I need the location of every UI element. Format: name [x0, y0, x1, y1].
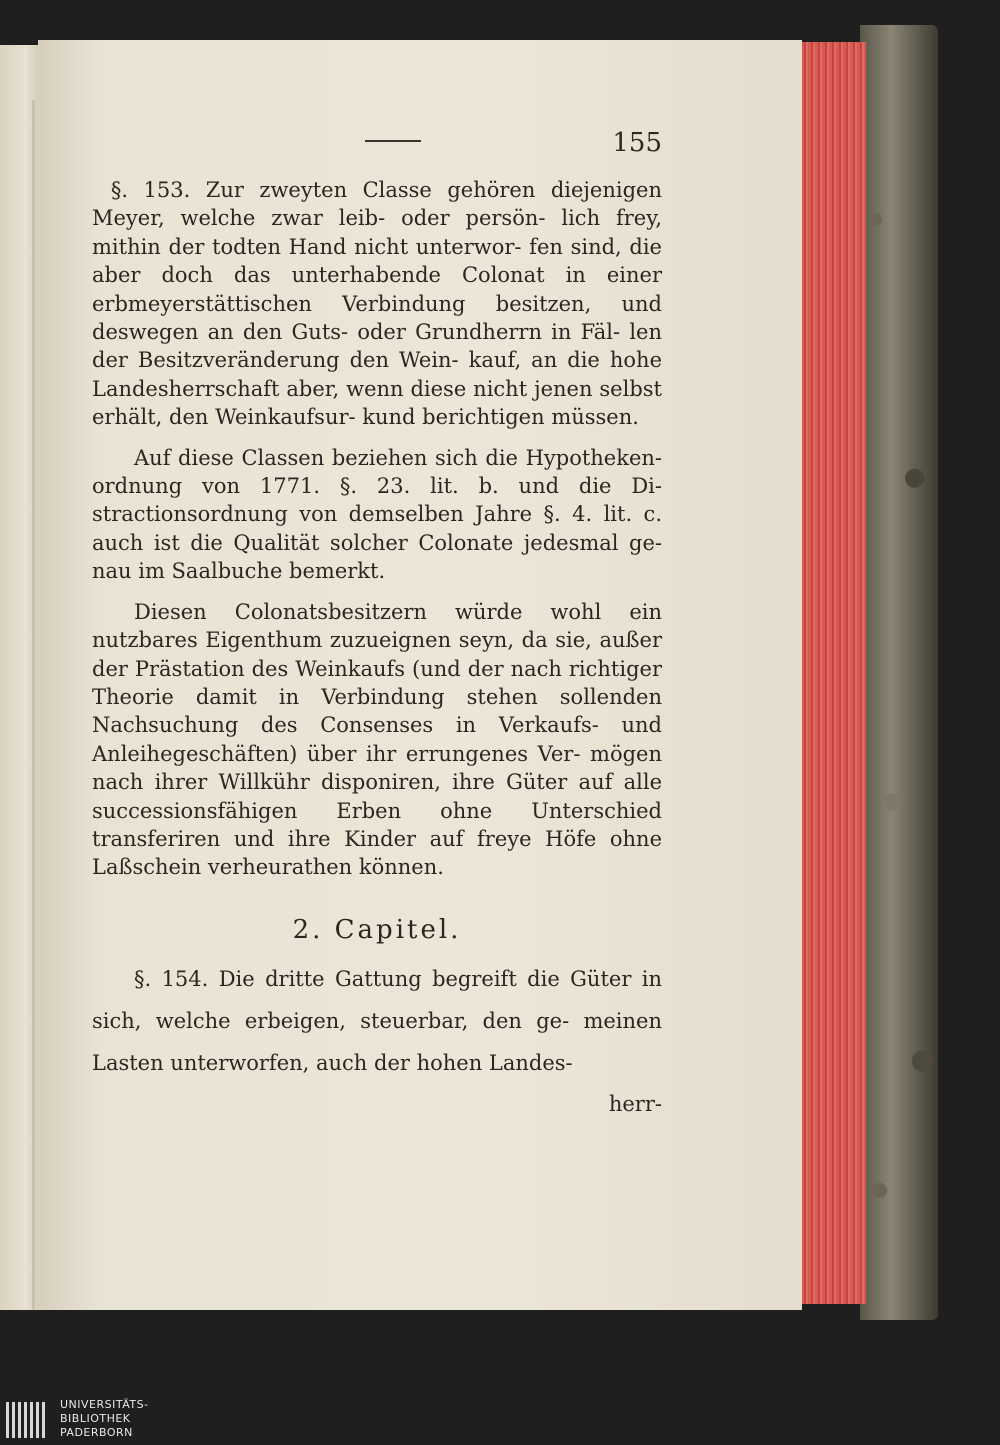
page-text [92, 176, 662, 1119]
page-number: 155 [612, 128, 662, 158]
library-logo [0, 1396, 200, 1445]
catchword: herr- [608, 1092, 662, 1117]
paragraph-153: §. 153. Zur zweyten Classe gehören diejenigen Meyer, welche zwar leib- oder persön- lich frey, mithin der todten Hand nicht unterwor- fen sind, die aber doch das unterhabende Colonat in einer erbmeyerstättischen Verbindung besitzen, und deswegen an den Guts- oder Grundherrn in Fäl- len der Besitzveränderung den Wein- kauf, an die hohe Landesherrschaft aber, wenn diese nicht jenen selbst erhält, den Weinkaufsur- kund berichtigen müssen. [92, 178, 662, 430]
page-block-edge [800, 42, 866, 1304]
book-cover [860, 25, 938, 1320]
facing-page-gutter [32, 100, 35, 1310]
paragraph-colonatsbesitzer: Diesen Colonatsbesitzern würde wohl ein nutzbares Eigenthum zuzueignen seyn, da sie, außer der Prästation des Weinkaufs (und der nach richtiger Theorie damit in Verbindung stehen sollenden Nachsuchung des Consenses in Verkaufs- und Anleihegeschäften) über ihr errungenes Ver- mögen nach ihrer Willkühr disponiren, ihre Güter auf alle successionsfähigen Erben ohne Unterschied transferiren und ihre Kinder auf freye Höfe ohne Laßschein verheurathen können. [92, 599, 662, 880]
library-logo-line3: PADERBORN [60, 1426, 133, 1439]
paragraph-hypotheken: Auf diese Classen beziehen sich die Hypotheken- ordnung von 1771. §. 23. lit. b. und die Di- stractionsordnung von demselben Jahre §. 4. lit. c. auch ist die Qualität solcher Colonate jedesmal ge- nau im Saalbuche bemerkt. [92, 445, 662, 584]
chapter-heading: 2. Capitel. [292, 914, 462, 945]
library-logo-line1: UNIVERSITÄTS- [60, 1398, 149, 1411]
header-rule [365, 140, 421, 142]
library-logo-line2: BIBLIOTHEK [60, 1412, 131, 1425]
library-logo-icon [4, 1398, 52, 1442]
library-logo-text [60, 1398, 149, 1440]
paragraph-154: §. 154. Die dritte Gattung begreift die Güter in sich, welche erbeigen, steuerbar, den ge- meinen Lasten unterworfen, auch der hohen Landes- [92, 967, 662, 1076]
